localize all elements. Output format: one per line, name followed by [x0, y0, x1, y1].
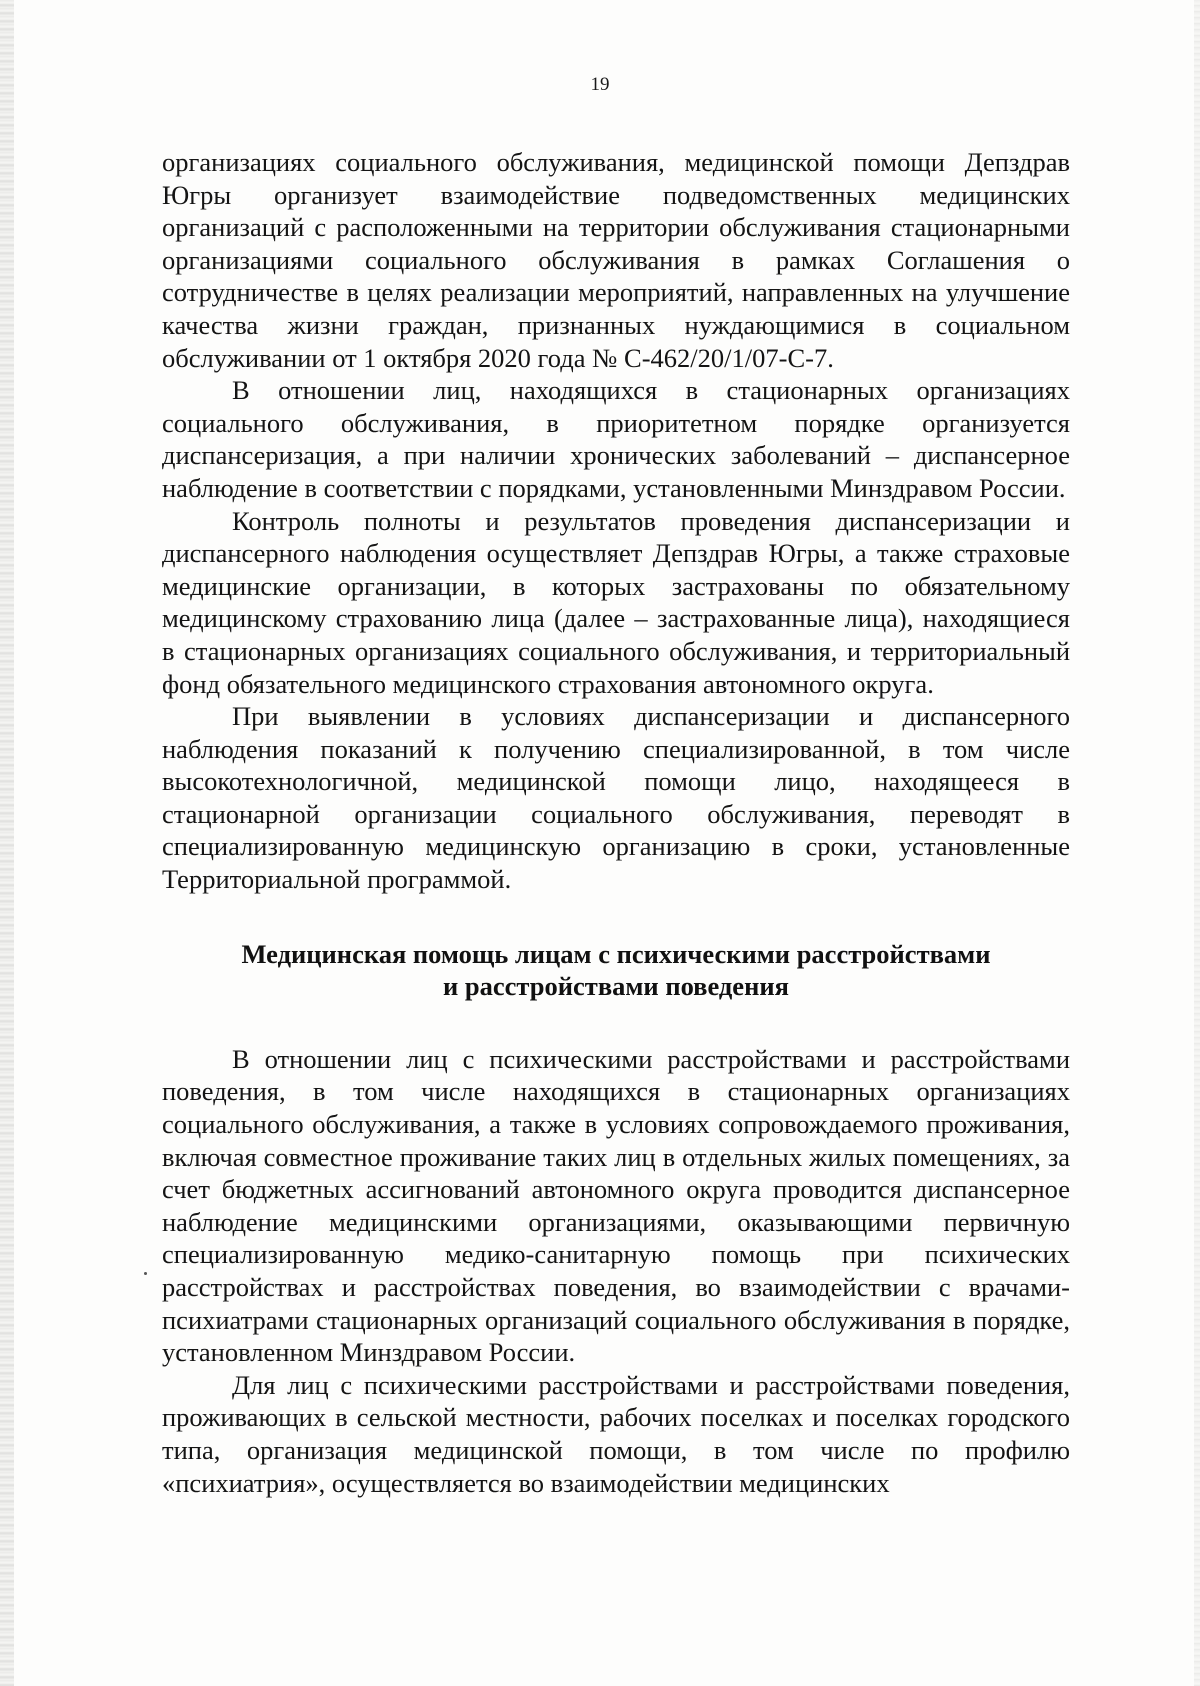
scan-speck [144, 1272, 147, 1275]
scan-edge-right [1194, 0, 1200, 1686]
document-body [162, 146, 1070, 1499]
section-heading-line-2: и расстройствами поведения [443, 971, 789, 1002]
paragraph: В отношении лиц, находящихся в стационарных организациях социального обслуживания, в приоритетном порядке организуется диспансеризация, а при наличии хронических заболеваний – диспансерное наблюдение в соответствии с порядками, установленными Минздравом России. [162, 375, 1070, 503]
page-number: 19 [590, 74, 610, 95]
paragraph: В отношении лиц с психическими расстройствами и расстройствами поведения, в том числе находящихся в стационарных организациях социального обслуживания, а также в условиях сопровождаемого проживания, включая совместное проживание таких лиц в отдельных жилых помещениях, за счет бюджетных ассигнований автономного округа проводится диспансерное наблюдение медицинскими организациями, оказывающими первичную специализированную медико-санитарную помощь при психических расстройствах и расстройствах поведения, во взаимодействии с врачами-психиатрами стационарных организаций социального обслуживания в порядке, установленном Минздравом России. [162, 1043, 1070, 1368]
paragraph-continued: организациях социального обслуживания, медицинской помощи Депздрав Югры организует взаимодействие подведомственных медицинских организаций с расположенными на территории обслуживания стационарными организациями социального обслуживания в рамках Соглашения о сотрудничестве в целях реализации мероприятий, направленных на улучшение качества жизни граждан, признанных нуждающимися в социальном обслуживании от 1 октября 2020 года № С-462/20/1/07-С-7. [162, 147, 1070, 373]
spacer [162, 896, 1070, 938]
scan-edge-left [0, 0, 14, 1686]
section-heading-line-1: Медицинская помощь лицам с психическими расстройствами [241, 938, 991, 969]
spacer [162, 1003, 1070, 1043]
paragraph: Для лиц с психическими расстройствами и расстройствами поведения, проживающих в сельской местности, рабочих поселках и поселках городского типа, организация медицинской помощи, в том числе по профилю «психиатрия», осуществляется во взаимодействии медицинских [162, 1369, 1070, 1498]
section-heading [162, 938, 1070, 1003]
paragraph: Контроль полноты и результатов проведения диспансеризации и диспансерного наблюдения осуществляет Депздрав Югры, а также страховые медицинские организации, в которых застрахованы по обязательному медицинскому страхованию лица (далее – застрахованные лица), находящиеся в стационарных организациях социального обслуживания, и территориальный фонд обязательного медицинского страхования автономного округа. [162, 505, 1070, 699]
paragraph: При выявлении в условиях диспансеризации и диспансерного наблюдения показаний к получению специализированной, в том числе высокотехнологичной, медицинской помощи лицо, находящееся в стационарной организации социального обслуживания, переводят в специализированную медицинскую организацию в сроки, установленные Территориальной программой. [162, 701, 1070, 895]
